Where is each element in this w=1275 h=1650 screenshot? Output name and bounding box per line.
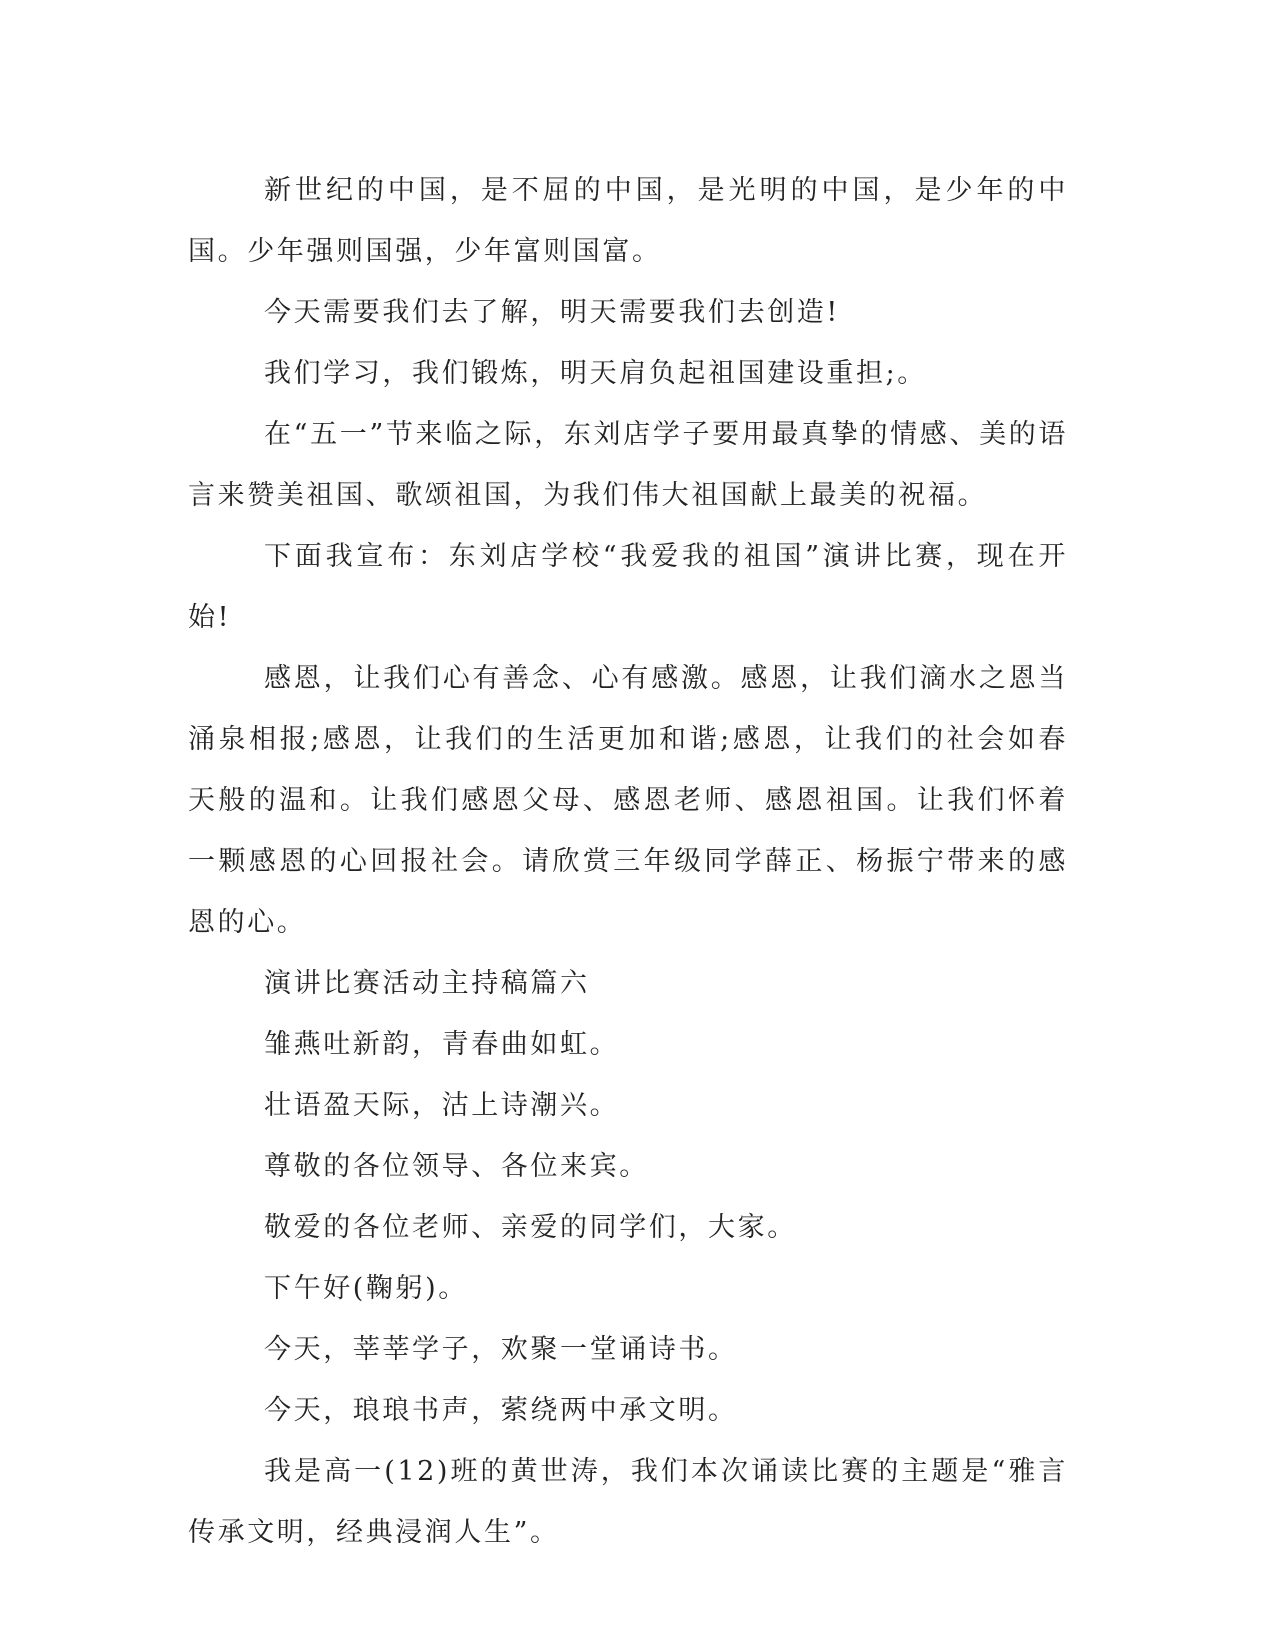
paragraph: 雏燕吐新韵，青春曲如虹。 <box>264 1029 620 1060</box>
paragraph: 我是高一(12)班的黄世涛，我们本次诵读比赛的主题是“雅言传承文明，经典浸润人生”。 <box>188 1456 1068 1548</box>
paragraph: 今天，莘莘学子，欢聚一堂诵诗书。 <box>264 1334 738 1365</box>
paragraph: 敬爱的各位老师、亲爱的同学们，大家。 <box>264 1212 797 1243</box>
paragraph: 下午好(鞠躬)。 <box>264 1273 468 1304</box>
paragraph: 新世纪的中国，是不屈的中国，是光明的中国，是少年的中国。少年强则国强，少年富则国富。 <box>188 175 1068 267</box>
paragraph: 尊敬的各位领导、各位来宾。 <box>264 1151 649 1182</box>
section-heading: 演讲比赛活动主持稿篇六 <box>264 968 590 999</box>
paragraph: 在“五一”节来临之际，东刘店学子要用最真挚的情感、美的语言来赞美祖国、歌颂祖国，为我们伟大祖国献上最美的祝福。 <box>188 419 1068 511</box>
paragraph: 壮语盈天际，沽上诗潮兴。 <box>264 1090 620 1121</box>
paragraph: 今天需要我们去了解，明天需要我们去创造! <box>264 297 840 328</box>
paragraph: 下面我宣布：东刘店学校“我爱我的祖国”演讲比赛，现在开始! <box>188 541 1068 633</box>
paragraph: 我们学习，我们锻炼，明天肩负起祖国建设重担;。 <box>264 358 927 389</box>
paragraph: 感恩，让我们心有善念、心有感激。感恩，让我们滴水之恩当涌泉相报;感恩，让我们的生活更加和谐;感恩，让我们的社会如春天般的温和。让我们感恩父母、感恩老师、感恩祖国。让我们怀着一颗感恩的心回报社会。请欣赏三年级同学薛正、杨振宁带来的感恩的心。 <box>188 663 1068 938</box>
paragraph: 今天，琅琅书声，萦绕两中承文明。 <box>264 1395 738 1426</box>
document-body <box>188 160 1068 1563</box>
